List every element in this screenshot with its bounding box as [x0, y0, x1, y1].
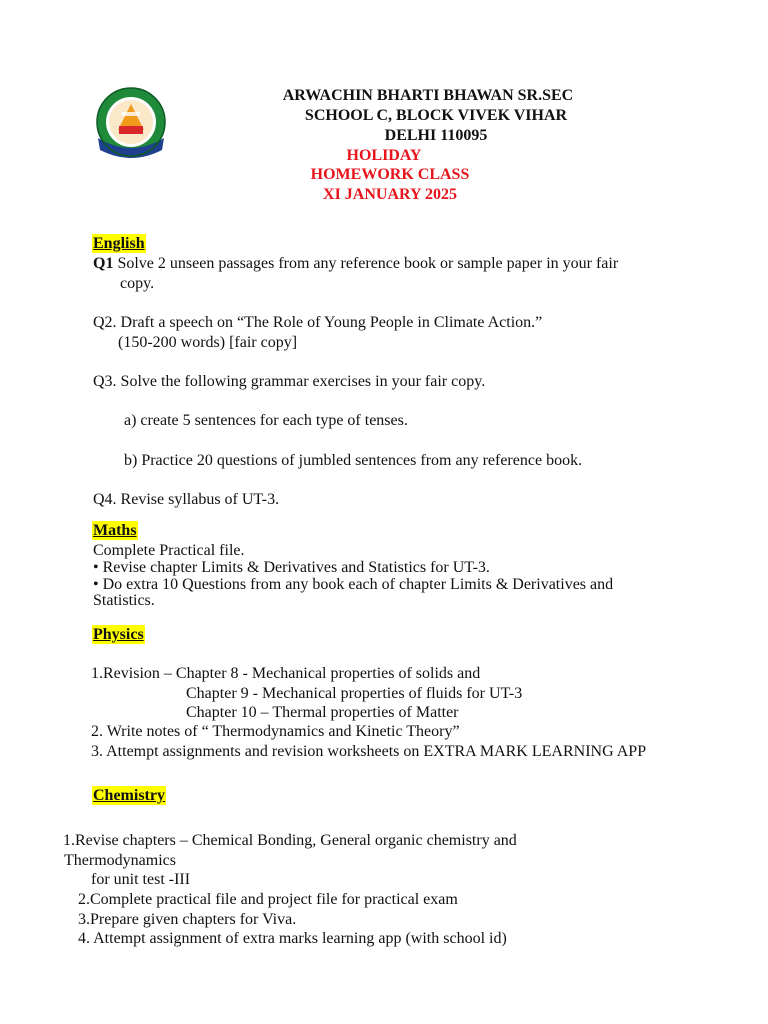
english-q1-cont: copy. [120, 275, 155, 292]
english-q2-cont: (150-200 words) [fair copy] [118, 334, 298, 351]
english-q1 [93, 254, 618, 273]
q1-text: Solve 2 unseen passages from any reference book or sample paper in your fair [113, 255, 619, 272]
chemistry-line-5: 3.Prepare given chapters for Viva. [78, 911, 297, 928]
chemistry-line-4: 2.Complete practical file and project file for practical exam [78, 891, 458, 908]
physics-line-3: Chapter 10 – Thermal properties of Matter [186, 704, 459, 721]
doc-title-homework: HOMEWORK CLASS [310, 166, 470, 183]
english-q2: Q2. Draft a speech on “The Role of Young People in Climate Action.” [93, 314, 543, 331]
chemistry-line-6: 4. Attempt assignment of extra marks learning app (with school id) [78, 930, 507, 947]
english-q3: Q3. Solve the following grammar exercises in your fair copy. [93, 373, 486, 390]
q1-label: Q1 [93, 255, 114, 272]
chemistry-line-3: for unit test -III [91, 871, 191, 888]
physics-line-2: Chapter 9 - Mechanical properties of fluids for UT-3 [186, 685, 523, 702]
chemistry-heading: Chemistry [93, 787, 165, 804]
maths-line-4: Statistics. [93, 592, 155, 609]
physics-heading: Physics [93, 626, 144, 643]
physics-line-1: 1.Revision – Chapter 8 - Mechanical properties of solids and [91, 665, 481, 682]
maths-line-2: • Revise chapter Limits & Derivatives and Statistics for UT-3. [93, 559, 490, 576]
doc-title-holiday: HOLIDAY [346, 147, 422, 164]
school-address: SCHOOL C, BLOCK VIVEK VIHAR [304, 107, 568, 124]
maths-line-3: • Do extra 10 Questions from any book each of chapter Limits & Derivatives and [93, 576, 614, 593]
maths-line-1: Complete Practical file. [93, 542, 245, 559]
physics-line-5: 3. Attempt assignments and revision worksheets on EXTRA MARK LEARNING APP [91, 743, 647, 760]
maths-heading: Maths [93, 522, 137, 539]
chemistry-line-2: Thermodynamics [64, 852, 176, 869]
chemistry-line-1: 1.Revise chapters – Chemical Bonding, General organic chemistry and [63, 832, 517, 849]
english-q4: Q4. Revise syllabus of UT-3. [93, 491, 280, 508]
doc-title-class: XI JANUARY 2025 [323, 186, 457, 203]
english-q3b: b) Practice 20 questions of jumbled sentences from any reference book. [124, 452, 583, 469]
school-city: DELHI 110095 [384, 127, 488, 144]
english-heading: English [93, 235, 145, 252]
physics-line-4: 2. Write notes of “ Thermodynamics and Kinetic Theory” [91, 723, 460, 740]
english-q3a: a) create 5 sentences for each type of tenses. [124, 412, 408, 429]
school-name: ARWACHIN BHARTI BHAWAN SR.SEC [282, 87, 574, 104]
